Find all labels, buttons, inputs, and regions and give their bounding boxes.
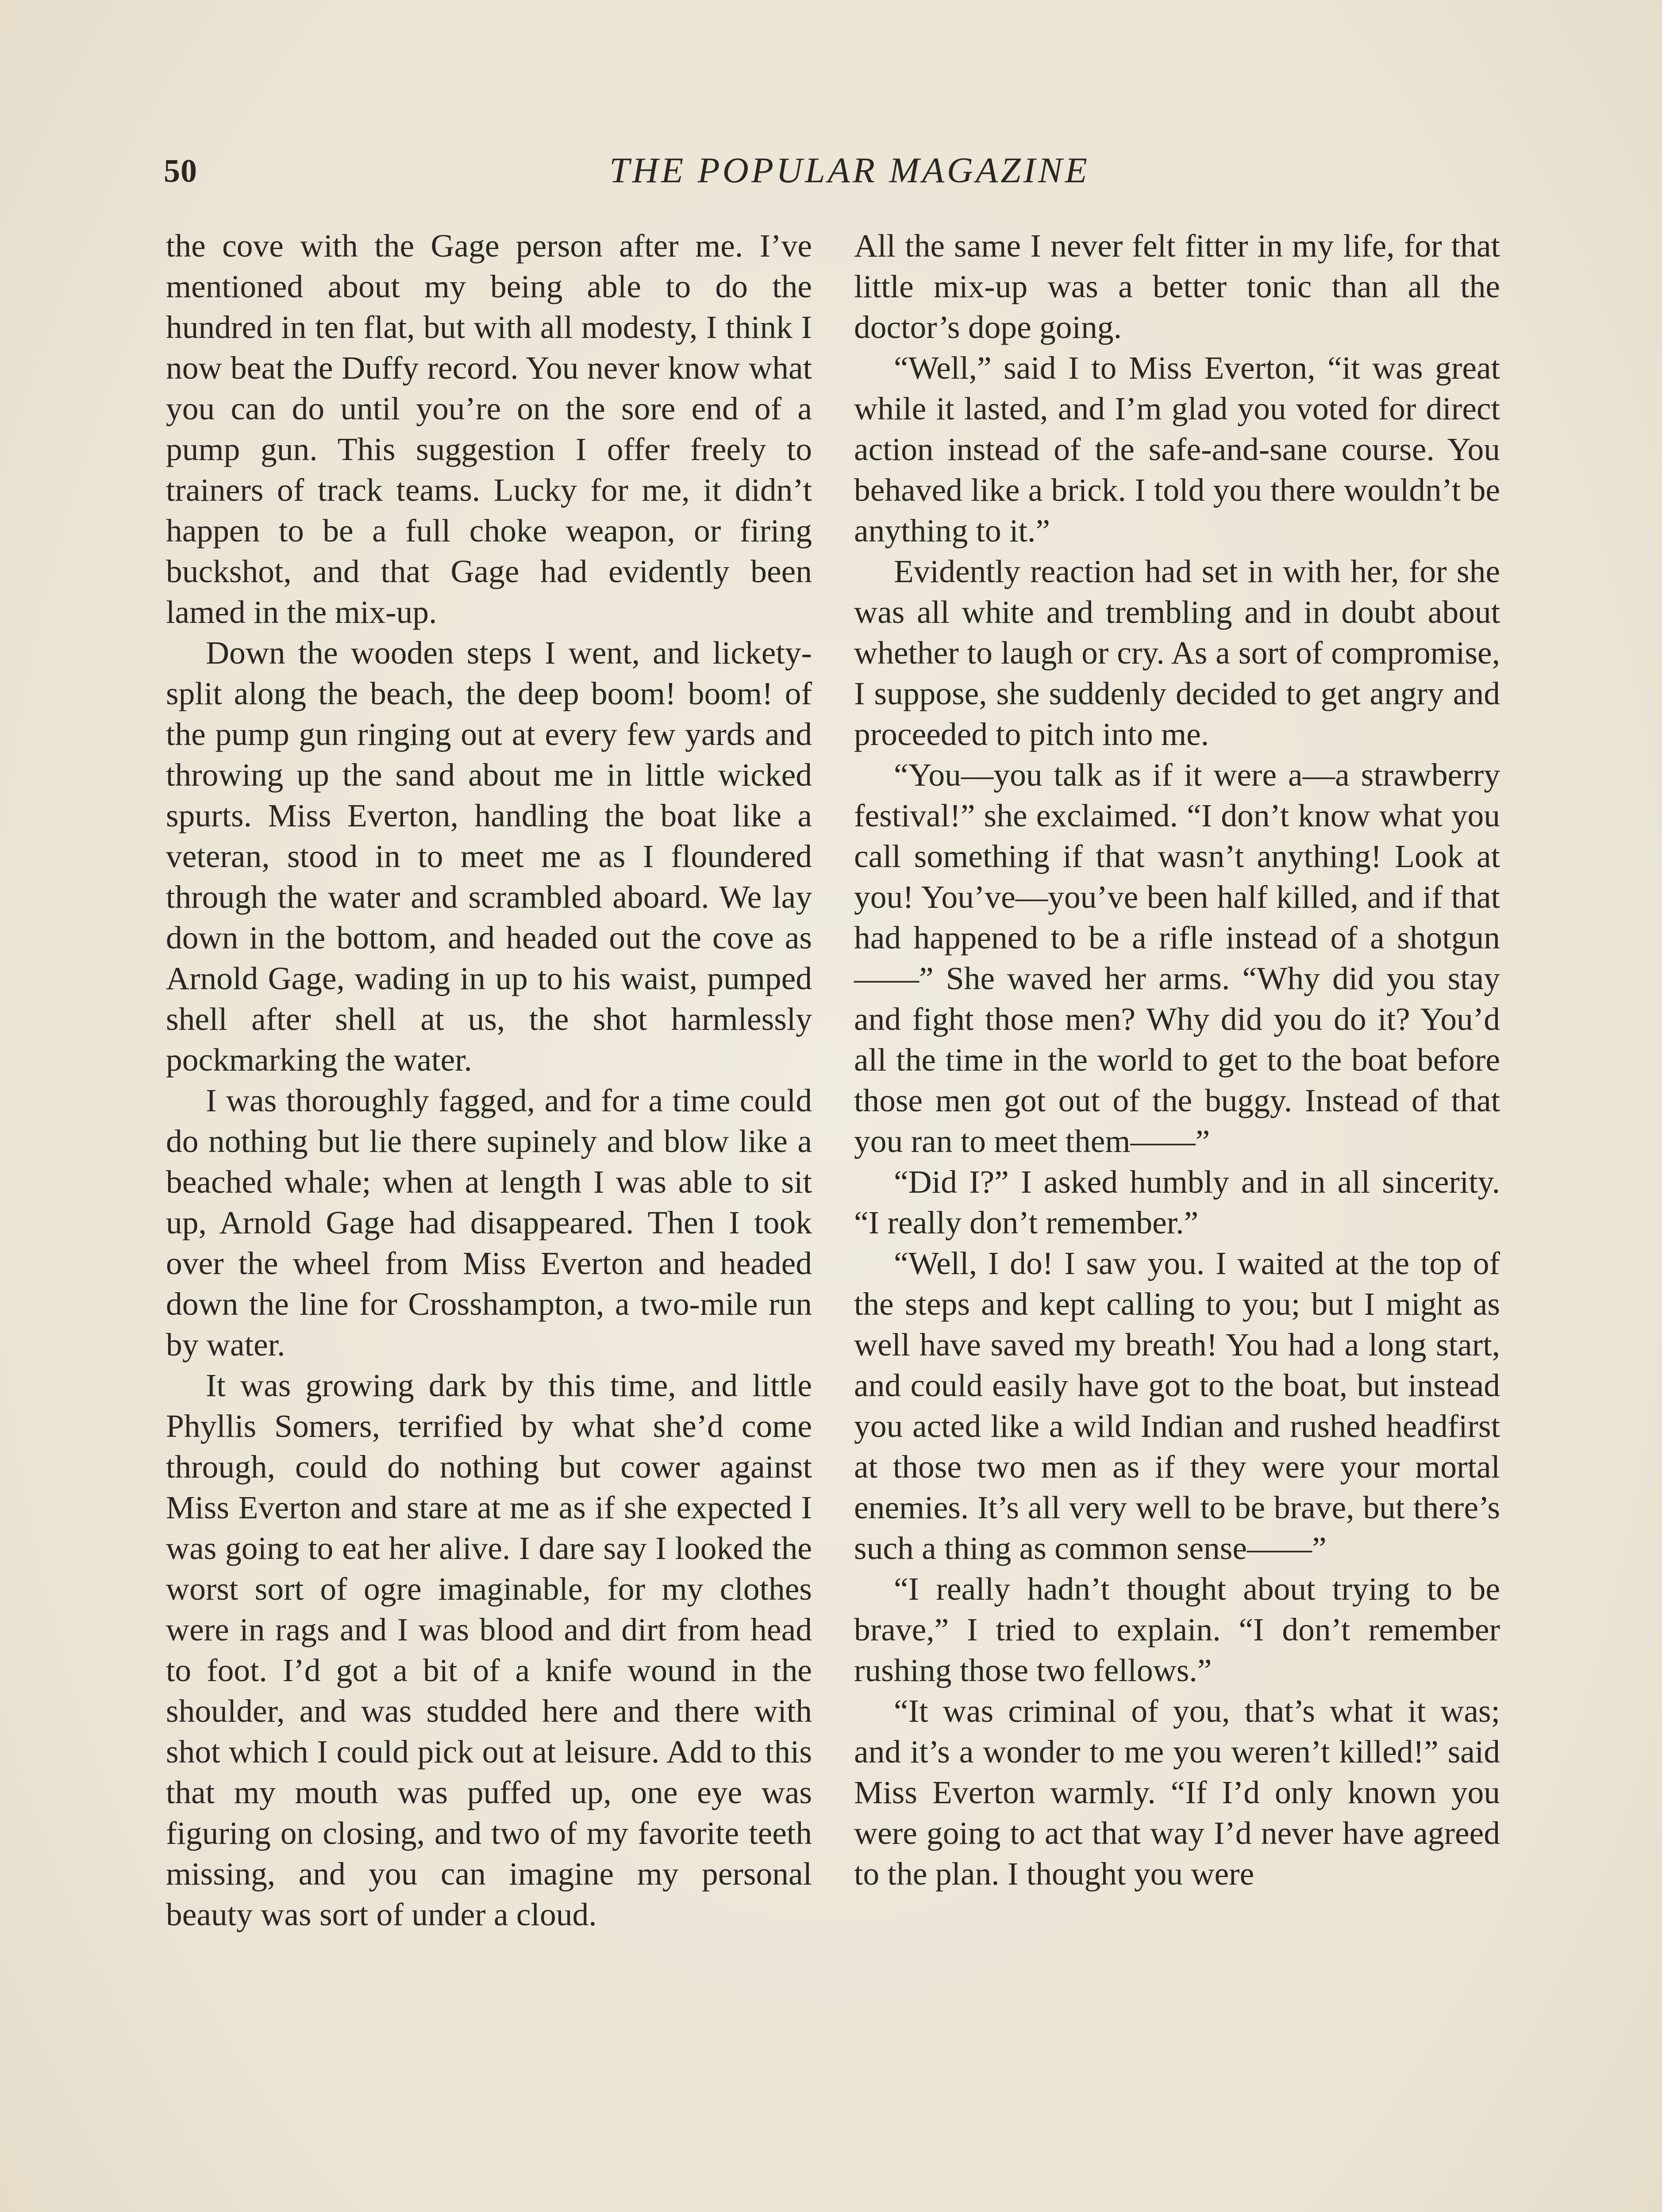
paragraph: “You—you talk as if it were a—a strawberry festival!” she exclaimed. “I don’t know what you call something if that wasn’t anything! Look at you! You’ve—you’ve been half killed, and if that had happened to be a rifle instead of a shotgun——” She waved her arms. “Why did you stay and fight those men? Why did you do it? You’d all the time in the world to get to the boat before those men got out of the buggy. Instead of that you ran to meet them——” xyxy=(854,757,1500,1159)
page-number: 50 xyxy=(164,153,197,189)
running-head: THE POPULAR MAGAZINE xyxy=(609,150,1090,190)
paragraph: “It was criminal of you, that’s what it was; and it’s a wonder to me you weren’t killed!” said Miss Everton warmly. “If I’d only known you were going to act that way I’d never have agreed to the plan. I thought you were xyxy=(854,1693,1500,1892)
paragraph: It was growing dark by this time, and little Phyllis Somers, terrified by what she’d come through, could do nothing but cower against Miss Everton and stare at me as if she expected I was going to eat her alive. I dare say I looked the worst sort of ogre imaginable, for my clothes were in rags and I was blood and dirt from head to foot. I’d got a bit of a knife wound in the shoulder, and was studded here and there with shot which I could pick out at leisure. Add to this that my mouth was puffed up, one eye was figuring on closing, and two of my favorite teeth missing, and you can imagine my personal beauty was sort of under a cloud. xyxy=(166,1367,812,1932)
left-column xyxy=(166,226,812,1935)
paragraph: I was thoroughly fagged, and for a time could do nothing but lie there supinely and blow like a beached whale; when at length I was able to sit up, Arnold Gage had disappeared. Then I took over the wheel from Miss Everton and headed down the line for Crosshampton, a two-mile run by water. xyxy=(166,1083,812,1363)
right-column xyxy=(854,226,1500,1894)
paragraph: All the same I never felt fitter in my life, for that little mix-up was a better tonic than all the doctor’s dope going. xyxy=(854,228,1500,345)
paragraph: the cove with the Gage person after me. I’ve mentioned about my being able to do the hundred in ten flat, but with all modesty, I think I now beat the Duffy record. You never know what you can do until you’re on the sore end of a pump gun. This suggestion I offer freely to trainers of track teams. Lucky for me, it didn’t happen to be a full choke weapon, or firing buckshot, and that Gage had evidently been lamed in the mix-up. xyxy=(166,228,812,630)
paragraph: Down the wooden steps I went, and lickety-split along the beach, the deep boom! boom! of the pump gun ringing out at every few yards and throwing up the sand about me in little wicked spurts. Miss Everton, handling the boat like a veteran, stood in to meet me as I floundered through the water and scrambled aboard. We lay down in the bottom, and headed out the cove as Arnold Gage, wading in up to his waist, pumped shell after shell at us, the shot harmlessly pockmarking the water. xyxy=(166,635,812,1078)
paragraph: “Well,” said I to Miss Everton, “it was great while it lasted, and I’m glad you voted for direct action instead of the safe-and-sane course. You behaved like a brick. I told you there wouldn’t be anything to it.” xyxy=(854,350,1500,549)
paragraph: “Did I?” I asked humbly and in all sincerity. “I really don’t remember.” xyxy=(854,1164,1500,1240)
paragraph: Evidently reaction had set in with her, for she was all white and trembling and in doubt about whether to laugh or cry. As a sort of compromise, I suppose, she suddenly decided to get angry and proceeded to pitch into me. xyxy=(854,553,1500,752)
paragraph: “Well, I do! I saw you. I waited at the top of the steps and kept calling to you; but I might as well have saved my breath! You had a long start, and could easily have got to the boat, but instead you acted like a wild Indian and rushed headfirst at those two men as if they were your mortal enemies. It’s all very well to be brave, but there’s such a thing as common sense——” xyxy=(854,1245,1500,1566)
paragraph: “I really hadn’t thought about trying to be brave,” I tried to explain. “I don’t remember rushing those two fellows.” xyxy=(854,1571,1500,1688)
